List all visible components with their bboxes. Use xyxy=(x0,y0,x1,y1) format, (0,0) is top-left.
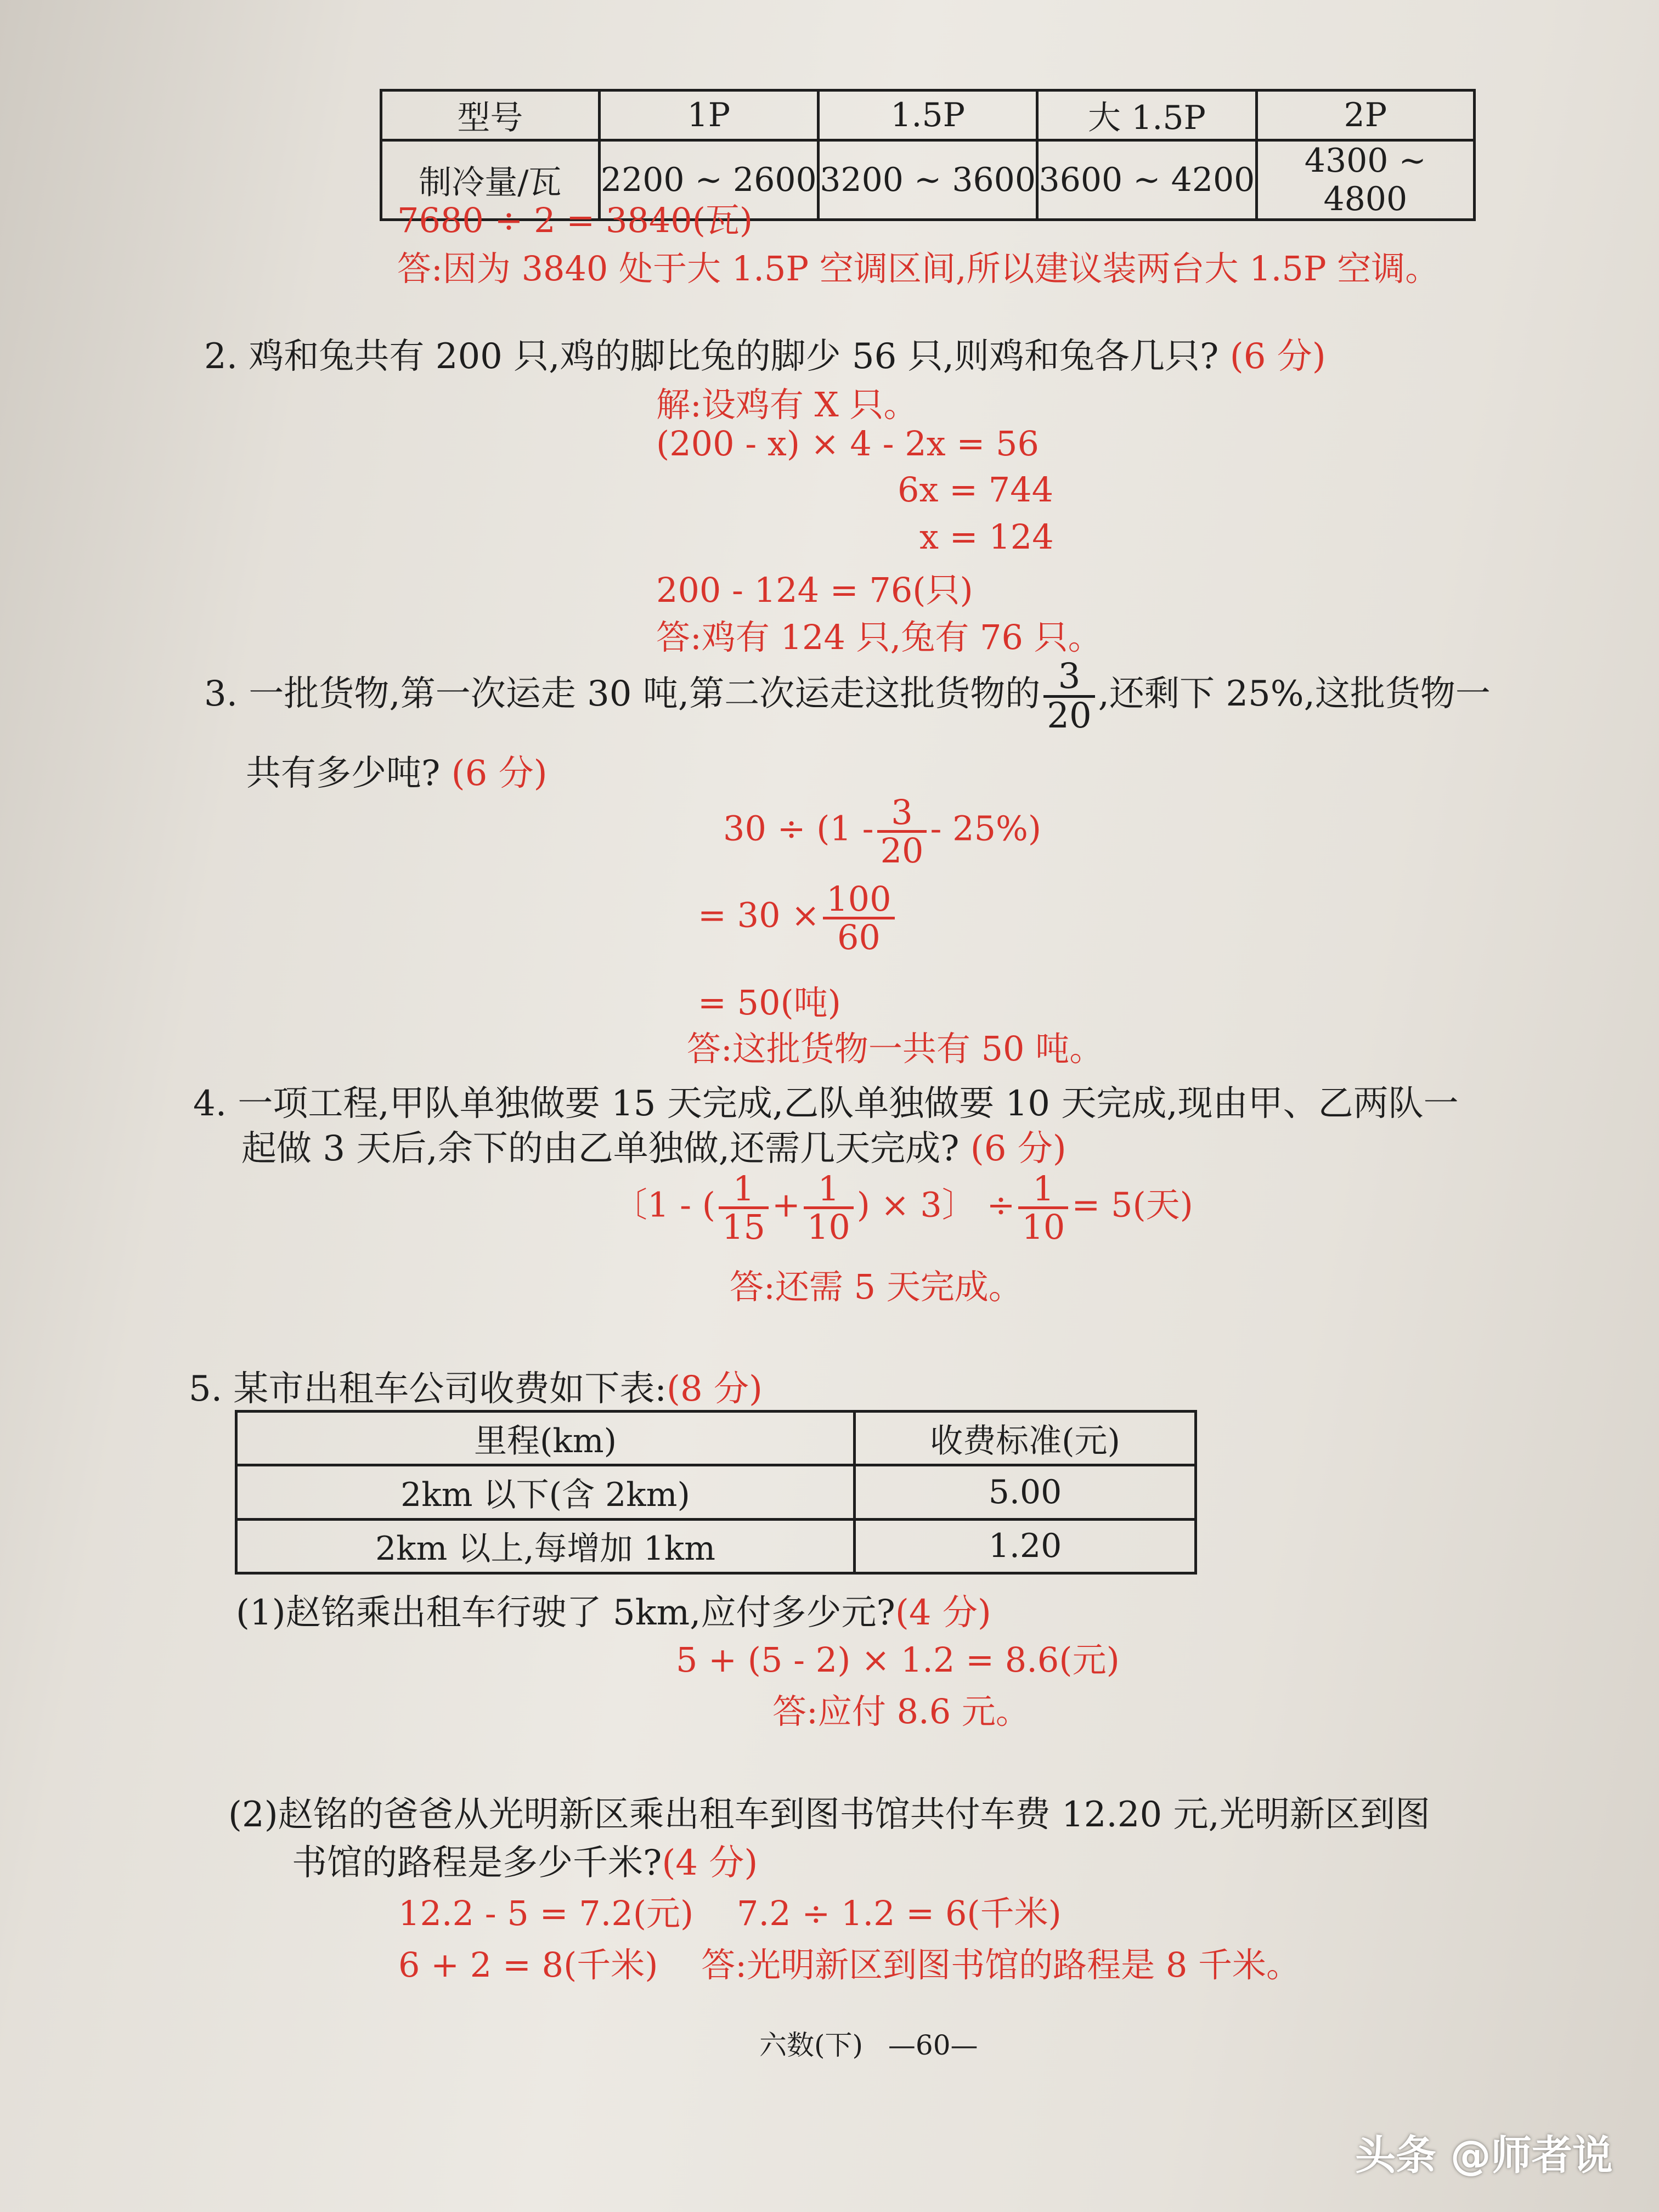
fraction-denominator: 20 xyxy=(880,831,924,871)
q2-score: (6 分) xyxy=(1229,336,1326,377)
q2-answer: 答:鸡有 124 只,兔有 76 只。 xyxy=(656,617,1102,657)
q3-line3: = 50(吨) xyxy=(698,983,841,1023)
q3-line1-fraction xyxy=(877,792,927,871)
q5-sub1-text: (1)赵铭乘出租车行驶了 5km,应付多少元? xyxy=(236,1593,895,1633)
page-footer xyxy=(759,2023,978,2063)
table-row xyxy=(236,1412,1196,1465)
fraction-numerator: 3 xyxy=(1043,658,1094,698)
taxi-fare-table xyxy=(235,1410,1197,1575)
table-cell: 1P xyxy=(599,91,818,140)
table-cell: 制冷量/瓦 xyxy=(381,140,600,220)
q5-sub1-calc: 5 + (5 - 2) × 1.2 = 8.6(元) xyxy=(676,1640,1120,1680)
q3-text-b: ,还剩下 25%,这批货物一 xyxy=(1098,674,1491,715)
q5-sub1-question xyxy=(236,1584,991,1635)
q3-line1 xyxy=(723,792,1042,871)
q5-text: 某市出租车公司收费如下表: xyxy=(233,1369,667,1409)
q3-fraction xyxy=(1043,658,1094,735)
fraction-denominator: 20 xyxy=(1047,696,1092,737)
q4-eq-a: 〔1 - ( xyxy=(613,1184,716,1225)
q3-number: 3. xyxy=(204,674,238,715)
fraction-numerator: 100 xyxy=(823,881,894,919)
fraction-denominator: 10 xyxy=(806,1207,850,1248)
page-number: —60— xyxy=(888,2029,978,2061)
q3-answer: 答:这批货物一共有 50 吨。 xyxy=(687,1029,1104,1069)
q5-sub2-calc2: 6 + 2 = 8(千米) 答:光明新区到图书馆的路程是 8 千米。 xyxy=(398,1945,1301,1985)
q1-calc: 7680 ÷ 2 = 3840(瓦) xyxy=(397,200,753,240)
q5-sub2-score: (4 分) xyxy=(662,1843,758,1883)
table-cell: 2km 以上,每增加 1km xyxy=(236,1519,855,1573)
q5-sub1-score: (4 分) xyxy=(895,1593,991,1633)
q3-line2-a: = 30 × xyxy=(698,895,820,935)
q3-line2-fraction xyxy=(823,879,894,958)
table-cell: 型号 xyxy=(381,91,600,140)
table-cell: 里程(km) xyxy=(236,1412,855,1465)
table-cell: 收费标准(元) xyxy=(855,1412,1196,1465)
q4-number: 4. xyxy=(193,1084,227,1124)
q2-question xyxy=(204,328,1326,379)
footer-label: 六数(下) xyxy=(759,2029,864,2061)
table-cell: 2200 ~ 2600 xyxy=(599,140,818,220)
fraction-numerator: 1 xyxy=(719,1171,769,1209)
q4-fraction-2 xyxy=(804,1169,854,1248)
q2-step-5: 200 - 124 = 76(只) xyxy=(656,570,973,610)
q4-eq-d: = 5(天) xyxy=(1071,1184,1193,1225)
fraction-numerator: 3 xyxy=(877,794,927,833)
q5-sub2-question-line1: (2)赵铭的爸爸从光明新区乘出租车到图书馆共付车费 12.20 元,光明新区到图 xyxy=(228,1795,1430,1835)
q2-number: 2. xyxy=(204,336,238,377)
table-cell: 大 1.5P xyxy=(1037,91,1256,140)
q4-answer: 答:还需 5 天完成。 xyxy=(730,1267,1023,1307)
table-cell: 2P xyxy=(1256,91,1474,140)
q1-answer: 答:因为 3840 处于大 1.5P 空调区间,所以建议装两台大 1.5P 空调。 xyxy=(397,249,1440,289)
q3-text-a: 一批货物,第一次运走 30 吨,第二次运走这批货物的 xyxy=(249,674,1041,715)
q2-text: 鸡和兔共有 200 只,鸡的脚比兔的脚少 56 只,则鸡和兔各几只? xyxy=(249,336,1219,377)
q4-equation xyxy=(613,1169,1193,1248)
q5-sub2-text-b: 书馆的路程是多少千米? xyxy=(292,1843,662,1883)
q3-question-line2 xyxy=(246,745,548,795)
q3-line1-a: 30 ÷ (1 - xyxy=(723,808,874,849)
fraction-denominator: 60 xyxy=(837,917,881,958)
q2-step-1: 解:设鸡有 X 只。 xyxy=(656,385,918,425)
table-cell: 4300 ~ 4800 xyxy=(1256,140,1474,220)
q5-sub2-question-line2 xyxy=(292,1835,758,1885)
q4-question-line2 xyxy=(241,1120,1066,1171)
q5-sub2-calc1: 12.2 - 5 = 7.2(元) 7.2 ÷ 1.2 = 6(千米) xyxy=(398,1893,1062,1933)
fraction-denominator: 10 xyxy=(1022,1207,1065,1248)
q4-eq-c: ) × 3〕 ÷ xyxy=(856,1184,1015,1225)
q4-text-a: 一项工程,甲队单独做要 15 天完成,乙队单独做要 10 天完成,现由甲、乙两队一 xyxy=(238,1084,1459,1124)
table-cell: 1.5P xyxy=(818,91,1037,140)
table-row xyxy=(236,1519,1196,1573)
q3-line1-b: - 25%) xyxy=(930,808,1042,849)
q4-text-b: 起做 3 天后,余下的由乙单独做,还需几天完成? xyxy=(241,1128,960,1169)
fraction-numerator: 1 xyxy=(804,1171,854,1209)
fraction-denominator: 15 xyxy=(722,1207,765,1248)
q3-score: (6 分) xyxy=(451,753,548,794)
q5-question xyxy=(189,1361,763,1411)
table-cell: 2km 以下(含 2km) xyxy=(236,1465,855,1519)
q4-question-line1 xyxy=(193,1075,1459,1126)
q4-eq-b: + xyxy=(771,1184,800,1225)
table-cell: 1.20 xyxy=(855,1519,1196,1573)
q5-sub1-answer: 答:应付 8.6 元。 xyxy=(772,1691,1030,1731)
q2-step-2: (200 - x) × 4 - 2x = 56 xyxy=(656,424,1039,464)
q5-score: (8 分) xyxy=(666,1369,763,1409)
table-row xyxy=(236,1465,1196,1519)
q5-number: 5. xyxy=(189,1369,223,1409)
watermark-logo: 头条 @师者说 xyxy=(1355,2132,1613,2179)
fraction-numerator: 1 xyxy=(1018,1171,1068,1209)
table-cell: 3600 ~ 4200 xyxy=(1037,140,1256,220)
q2-step-4: x = 124 xyxy=(919,517,1054,557)
q3-question-line1 xyxy=(204,658,1491,735)
q3-line2 xyxy=(698,879,898,958)
q3-text-c: 共有多少吨? xyxy=(246,753,441,794)
table-row xyxy=(381,91,1475,140)
table-cell: 5.00 xyxy=(855,1465,1196,1519)
q4-fraction-1 xyxy=(719,1169,769,1248)
q4-fraction-3 xyxy=(1018,1169,1068,1248)
q2-step-3: 6x = 744 xyxy=(898,470,1054,510)
table-cell: 3200 ~ 3600 xyxy=(818,140,1037,220)
q4-score: (6 分) xyxy=(970,1128,1066,1169)
